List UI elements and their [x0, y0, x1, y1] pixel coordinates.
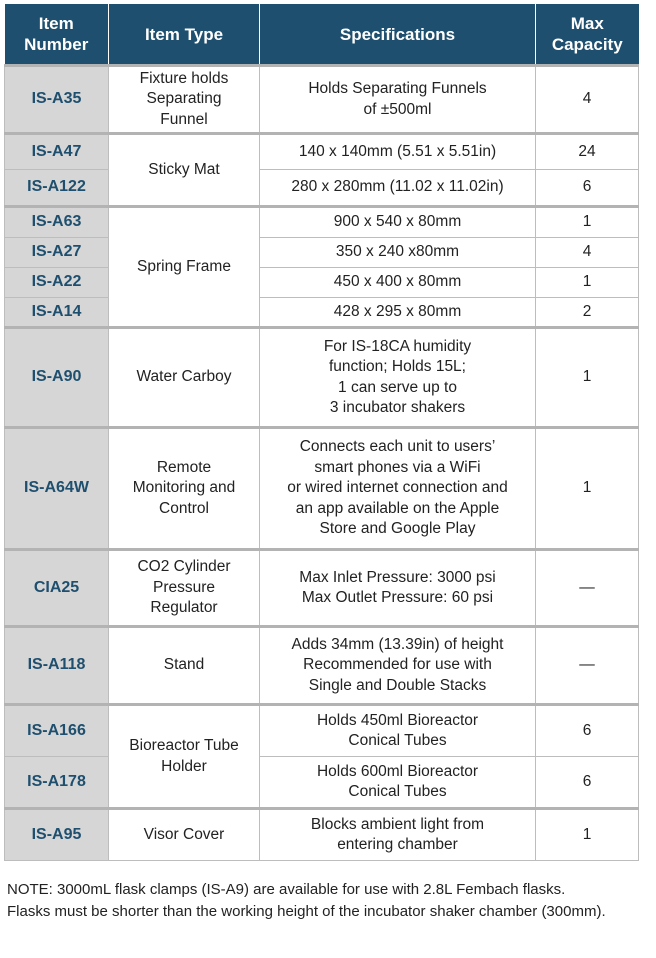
specifications: Adds 34mm (13.39in) of height Recommended for use with Single and Double Stacks: [260, 627, 536, 705]
table-row: [5, 238, 639, 268]
specifications: Blocks ambient light from entering chamber: [260, 809, 536, 861]
max-capacity: 6: [536, 170, 639, 207]
max-capacity: 4: [536, 238, 639, 268]
table-row: [5, 328, 639, 428]
table-row: [5, 757, 639, 809]
table-row: [5, 66, 639, 134]
table-row: [5, 809, 639, 861]
table-row: [5, 428, 639, 550]
table-row: [5, 298, 639, 328]
footnote: NOTE: 3000mL flask clamps (IS-A9) are available for use with 2.8L Fembach flasks. Flasks must be shorter than the working height of the incubator shaker chamber (300mm).: [7, 881, 606, 920]
item-type: Stand: [109, 627, 260, 705]
max-capacity: —: [536, 627, 639, 705]
specifications: Holds 450ml Bioreactor Conical Tubes: [260, 705, 536, 757]
item-number: IS-A166: [5, 705, 109, 757]
table-row: [5, 134, 639, 170]
item-number: IS-A27: [5, 238, 109, 268]
header-row: [5, 4, 639, 66]
specifications: 900 x 540 x 80mm: [260, 207, 536, 238]
table-row: [5, 268, 639, 298]
table-row: [5, 550, 639, 627]
max-capacity: 6: [536, 705, 639, 757]
item-type: Bioreactor Tube Holder: [109, 705, 260, 809]
item-number: IS-A63: [5, 207, 109, 238]
item-number: IS-A14: [5, 298, 109, 328]
max-capacity: 1: [536, 268, 639, 298]
max-capacity: 6: [536, 757, 639, 809]
item-number: IS-A118: [5, 627, 109, 705]
specifications: Holds Separating Funnels of ±500ml: [260, 66, 536, 134]
item-type: Sticky Mat: [109, 134, 260, 207]
max-capacity: 1: [536, 428, 639, 550]
item-type: Spring Frame: [109, 207, 260, 328]
item-type: Visor Cover: [109, 809, 260, 861]
max-capacity: 1: [536, 207, 639, 238]
specifications: 140 x 140mm (5.51 x 5.51in): [260, 134, 536, 170]
specifications: 450 x 400 x 80mm: [260, 268, 536, 298]
table-row: [5, 705, 639, 757]
specifications: Connects each unit to users’ smart phones via a WiFi or wired internet connection and an app available on the Apple Store and Google Play: [260, 428, 536, 550]
header-specifications: Specifications: [260, 4, 536, 66]
item-type: CO2 Cylinder Pressure Regulator: [109, 550, 260, 627]
item-number: IS-A35: [5, 66, 109, 134]
max-capacity: 1: [536, 328, 639, 428]
item-type: Remote Monitoring and Control: [109, 428, 260, 550]
table-row: [5, 627, 639, 705]
item-number: IS-A178: [5, 757, 109, 809]
specifications: Max Inlet Pressure: 3000 psi Max Outlet Pressure: 60 psi: [260, 550, 536, 627]
table-row: [5, 170, 639, 207]
header-max-capacity: Max Capacity: [536, 4, 639, 66]
max-capacity: 1: [536, 809, 639, 861]
item-type: Fixture holds Separating Funnel: [109, 66, 260, 134]
item-number: IS-A47: [5, 134, 109, 170]
max-capacity: 24: [536, 134, 639, 170]
table-row: [5, 207, 639, 238]
specifications: 350 x 240 x80mm: [260, 238, 536, 268]
item-number: IS-A22: [5, 268, 109, 298]
item-number: IS-A90: [5, 328, 109, 428]
header-item-type: Item Type: [109, 4, 260, 66]
item-number: IS-A122: [5, 170, 109, 207]
specifications: Holds 600ml Bioreactor Conical Tubes: [260, 757, 536, 809]
specifications: 428 x 295 x 80mm: [260, 298, 536, 328]
item-number: CIA25: [5, 550, 109, 627]
max-capacity: 2: [536, 298, 639, 328]
item-type: Water Carboy: [109, 328, 260, 428]
max-capacity: —: [536, 550, 639, 627]
specifications: 280 x 280mm (11.02 x 11.02in): [260, 170, 536, 207]
max-capacity: 4: [536, 66, 639, 134]
specifications: For IS-18CA humidity function; Holds 15L; 1 can serve up to 3 incubator shakers: [260, 328, 536, 428]
header-item-number: Item Number: [5, 4, 109, 66]
accessories-table: [4, 4, 639, 861]
item-number: IS-A64W: [5, 428, 109, 550]
item-number: IS-A95: [5, 809, 109, 861]
